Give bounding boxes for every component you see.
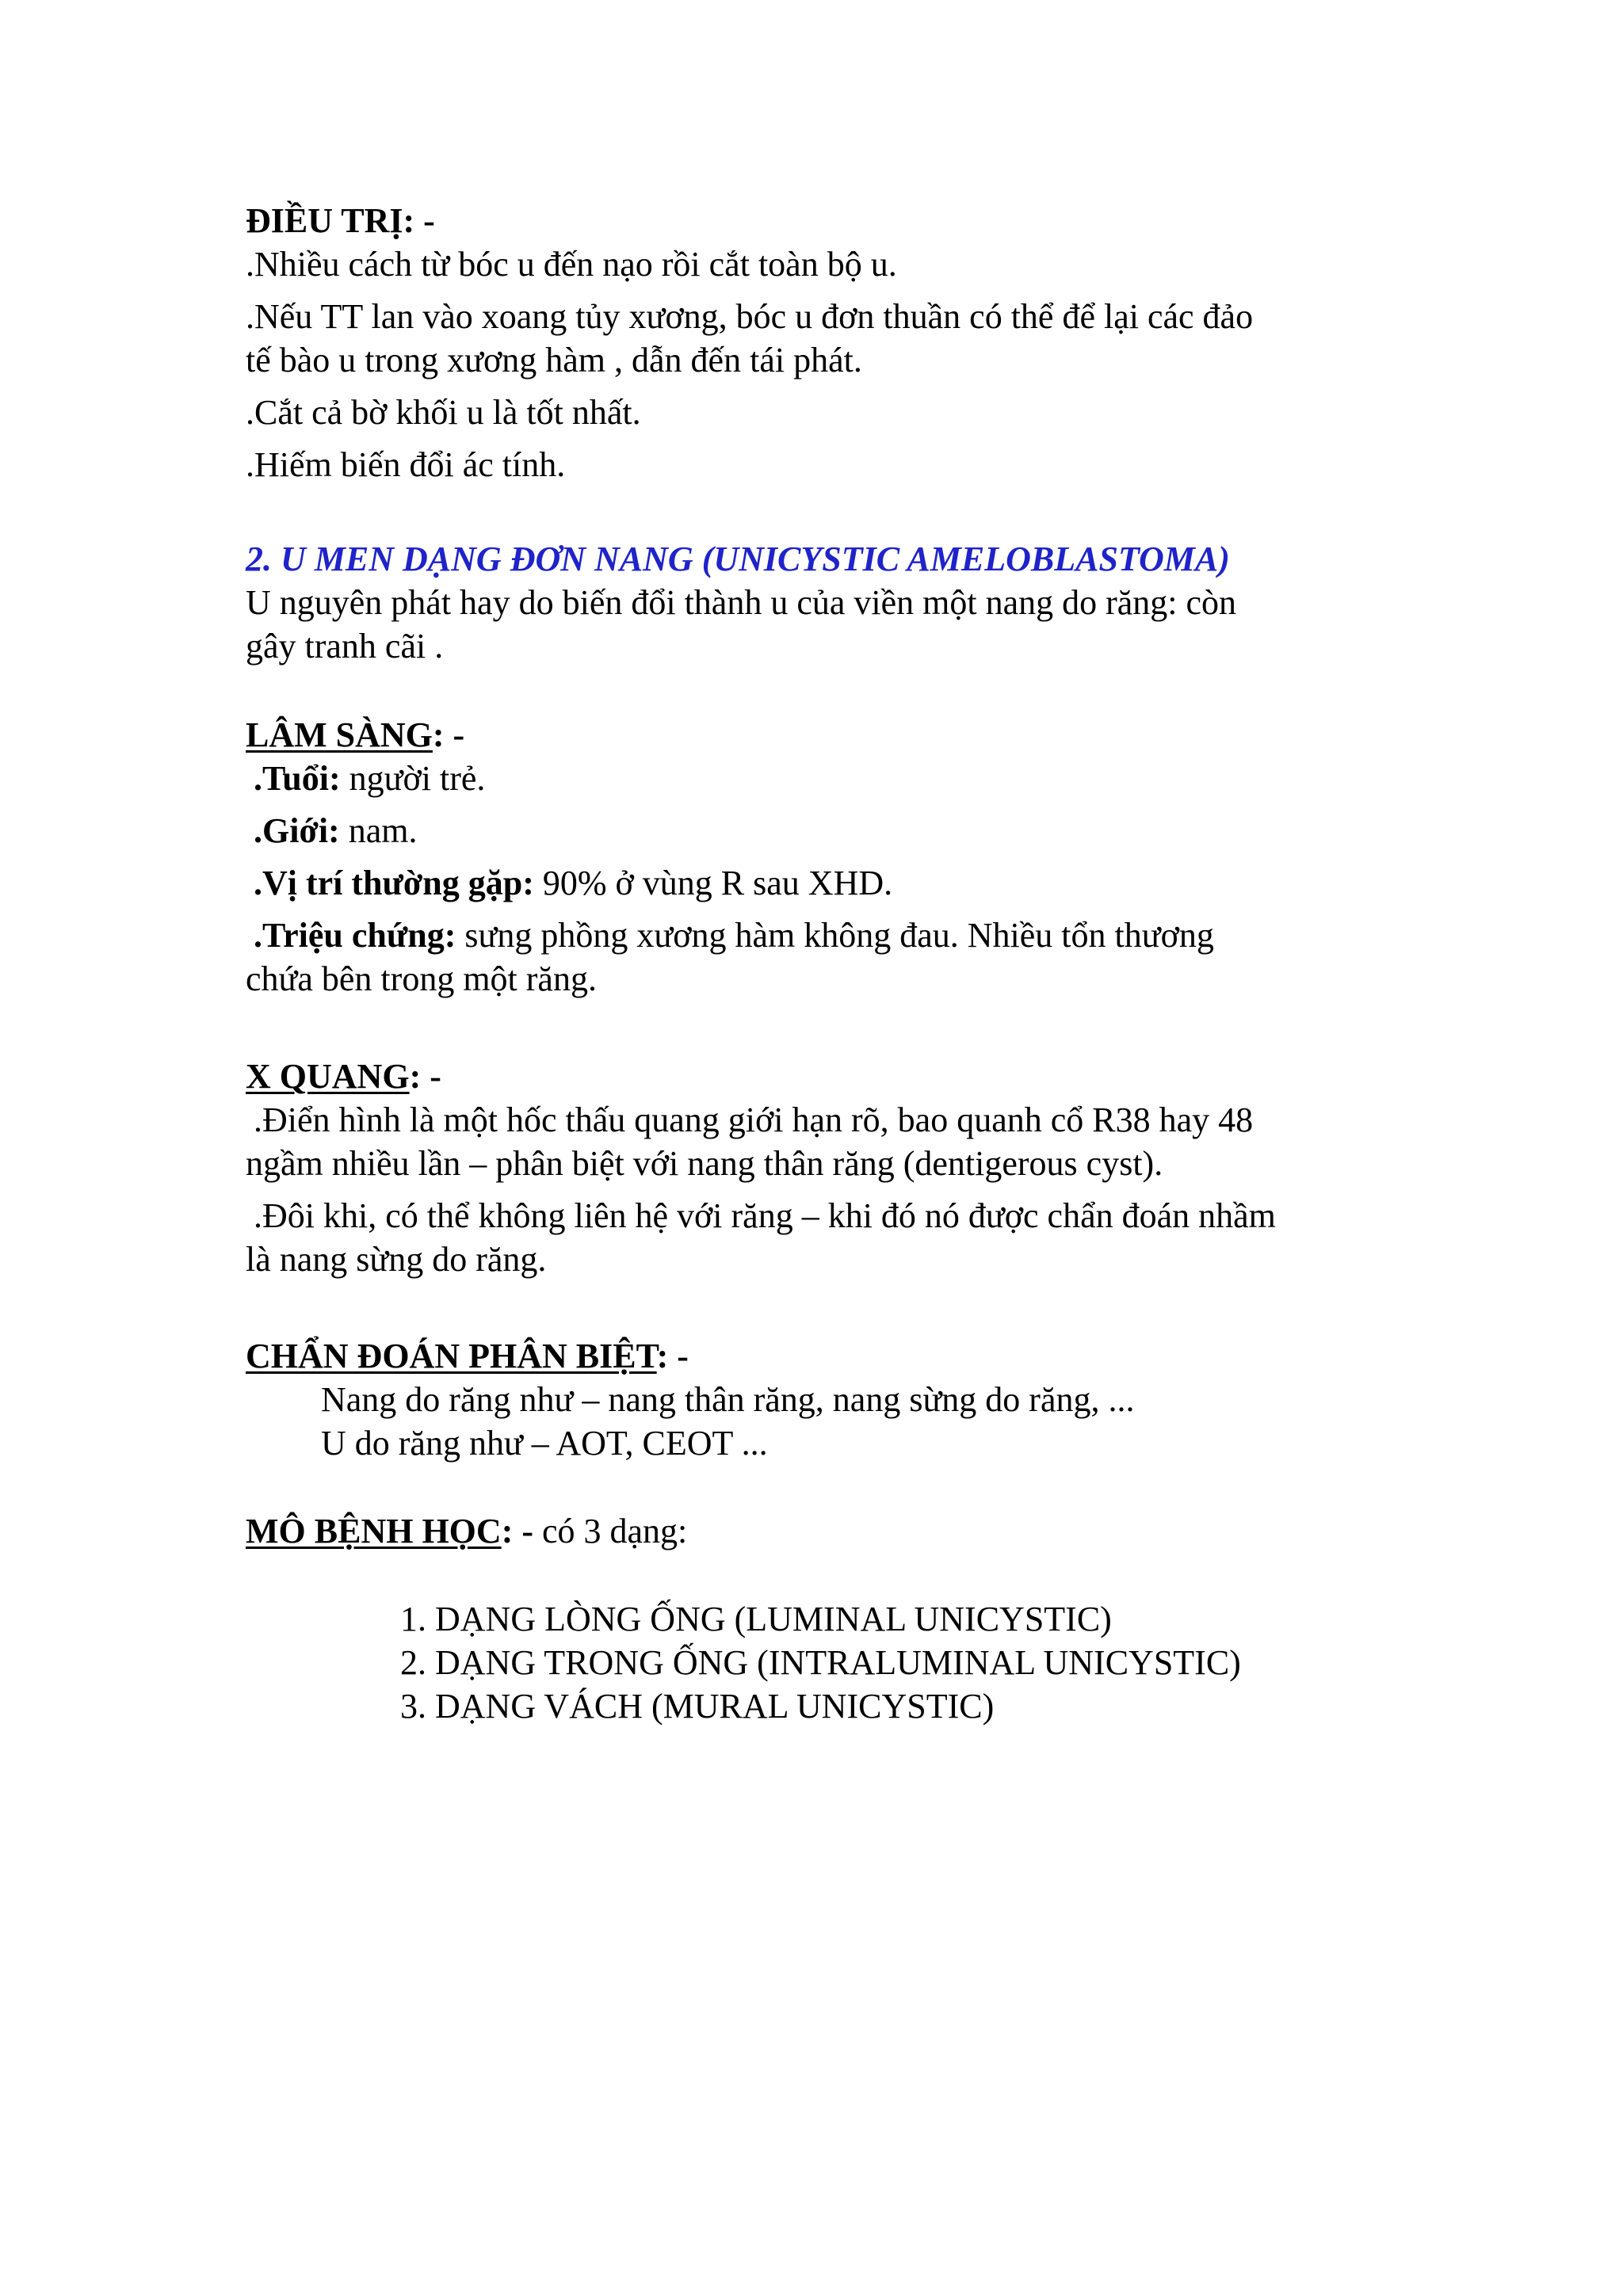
mo-benh-hoc-list-item: 2. DẠNG TRONG ỐNG (INTRALUMINAL UNICYSTIC) (400, 1643, 1241, 1682)
dieu-tri-line: .Nhiều cách từ bóc u đến nạo rồi cắt toàn bộ u. (246, 245, 897, 284)
x-quang-heading: X QUANG: - (246, 1057, 441, 1096)
lam-sang-item: .Giới: nam. (254, 811, 418, 850)
x-quang-line: là nang sừng do răng. (246, 1240, 547, 1279)
dieu-tri-line: .Cắt cả bờ khối u là tốt nhất. (246, 393, 641, 432)
chan-doan-line: U do răng như – AOT, CEOT ... (321, 1424, 768, 1463)
dieu-tri-heading: ĐIỀU TRỊ: - (246, 201, 435, 240)
lam-sang-heading: LÂM SÀNG: - (246, 715, 465, 754)
x-quang-line: .Điển hình là một hốc thấu quang giới hạn rõ, bao quanh cổ R38 hay 48 (254, 1100, 1254, 1139)
x-quang-line: .Đôi khi, có thể không liên hệ với răng – khi đó nó được chẩn đoán nhầm (254, 1196, 1276, 1235)
section-intro-line: gây tranh cãi . (246, 627, 444, 666)
dieu-tri-line: .Nếu TT lan vào xoang tủy xương, bóc u đơn thuần có thể để lại các đảo (246, 297, 1254, 336)
dieu-tri-line: .Hiếm biến đổi ác tính. (246, 445, 566, 484)
lam-sang-item: .Triệu chứng: sưng phồng xương hàm không đau. Nhiều tổn thương (254, 916, 1214, 955)
lam-sang-item: .Tuổi: người trẻ. (254, 759, 486, 798)
section-intro-line: U nguyên phát hay do biến đổi thành u của viền một nang do răng: còn (246, 583, 1237, 622)
mo-benh-hoc-heading: MÔ BỆNH HỌC: - có 3 dạng: (246, 1512, 688, 1550)
dieu-tri-line: tế bào u trong xương hàm , dẫn đến tái phát. (246, 341, 862, 379)
lam-sang-continuation: chứa bên trong một răng. (246, 959, 597, 998)
chan-doan-line: Nang do răng như – nang thân răng, nang sừng do răng, ... (321, 1380, 1135, 1419)
x-quang-line: ngầm nhiều lần – phân biệt với nang thân răng (dentigerous cyst). (246, 1144, 1163, 1183)
chan-doan-heading: CHẨN ĐOÁN PHÂN BIỆT: - (246, 1337, 689, 1375)
mo-benh-hoc-list-item: 3. DẠNG VÁCH (MURAL UNICYSTIC) (400, 1687, 995, 1726)
mo-benh-hoc-list-item: 1. DẠNG LÒNG ỐNG (LUMINAL UNICYSTIC) (400, 1600, 1112, 1638)
section-title: 2. U MEN DẠNG ĐƠN NANG (UNICYSTIC AMELOBLASTOMA) (246, 540, 1230, 578)
lam-sang-item: .Vị trí thường gặp: 90% ở vùng R sau XHD. (254, 864, 893, 902)
